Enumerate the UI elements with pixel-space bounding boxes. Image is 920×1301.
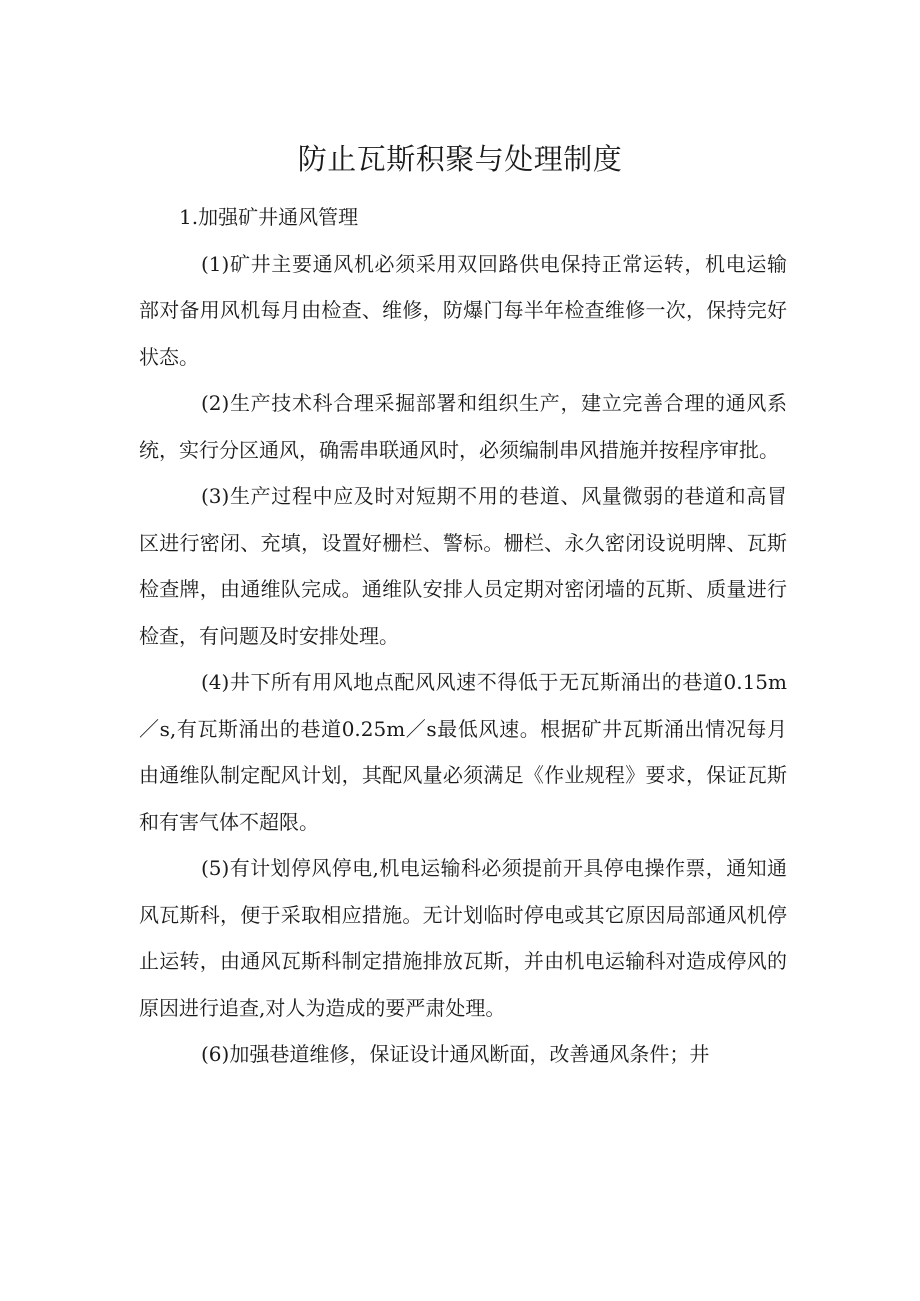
paragraph-5: (5)有计划停风停电,机电运输科必须提前开具停电操作票，通知通风瓦斯科，便于采取相应措施。无计划临时停电或其它原因局部通风机停止运转，由通风瓦斯科制定措施排放瓦斯，并由机电运输科对造成停风的原因进行追查,对人为造成的要严肃处理。 xyxy=(139,856,787,1020)
document-body xyxy=(139,194,787,1078)
paragraph-4: (4)井下所有用风地点配风风速不得低于无瓦斯涌出的巷道0.15m／s,有瓦斯涌出的巷道0.25m／s最低风速。根据矿井瓦斯涌出情况每月由通维队制定配风计划，其配风量必须满足《作业规程》要求，保证瓦斯和有害气体不超限。 xyxy=(139,670,787,834)
section-heading: 1.加强矿井通风管理 xyxy=(179,205,359,229)
document-title: 防止瓦斯积聚与处理制度 xyxy=(297,142,623,176)
paragraph-6: (6)加强巷道维修，保证设计通风断面，改善通风条件；井 xyxy=(201,1042,710,1066)
paragraph-3: (3)生产过程中应及时对短期不用的巷道、风量微弱的巷道和高冒区进行密闭、充填，设置好栅栏、警标。栅栏、永久密闭设说明牌、瓦斯检查牌，由通维队完成。通维队安排人员定期对密闭墙的瓦斯、质量进行检查，有问题及时安排处理。 xyxy=(139,484,787,648)
paragraph-2: (2)生产技术科合理采掘部署和组织生产，建立完善合理的通风系统，实行分区通风，确需串联通风时，必须编制串风措施并按程序审批。 xyxy=(139,391,787,462)
paragraph-1: (1)矿井主要通风机必须采用双回路供电保持正常运转，机电运输部对备用风机每月由检查、维修，防爆门每半年检查维修一次，保持完好状态。 xyxy=(139,251,787,369)
